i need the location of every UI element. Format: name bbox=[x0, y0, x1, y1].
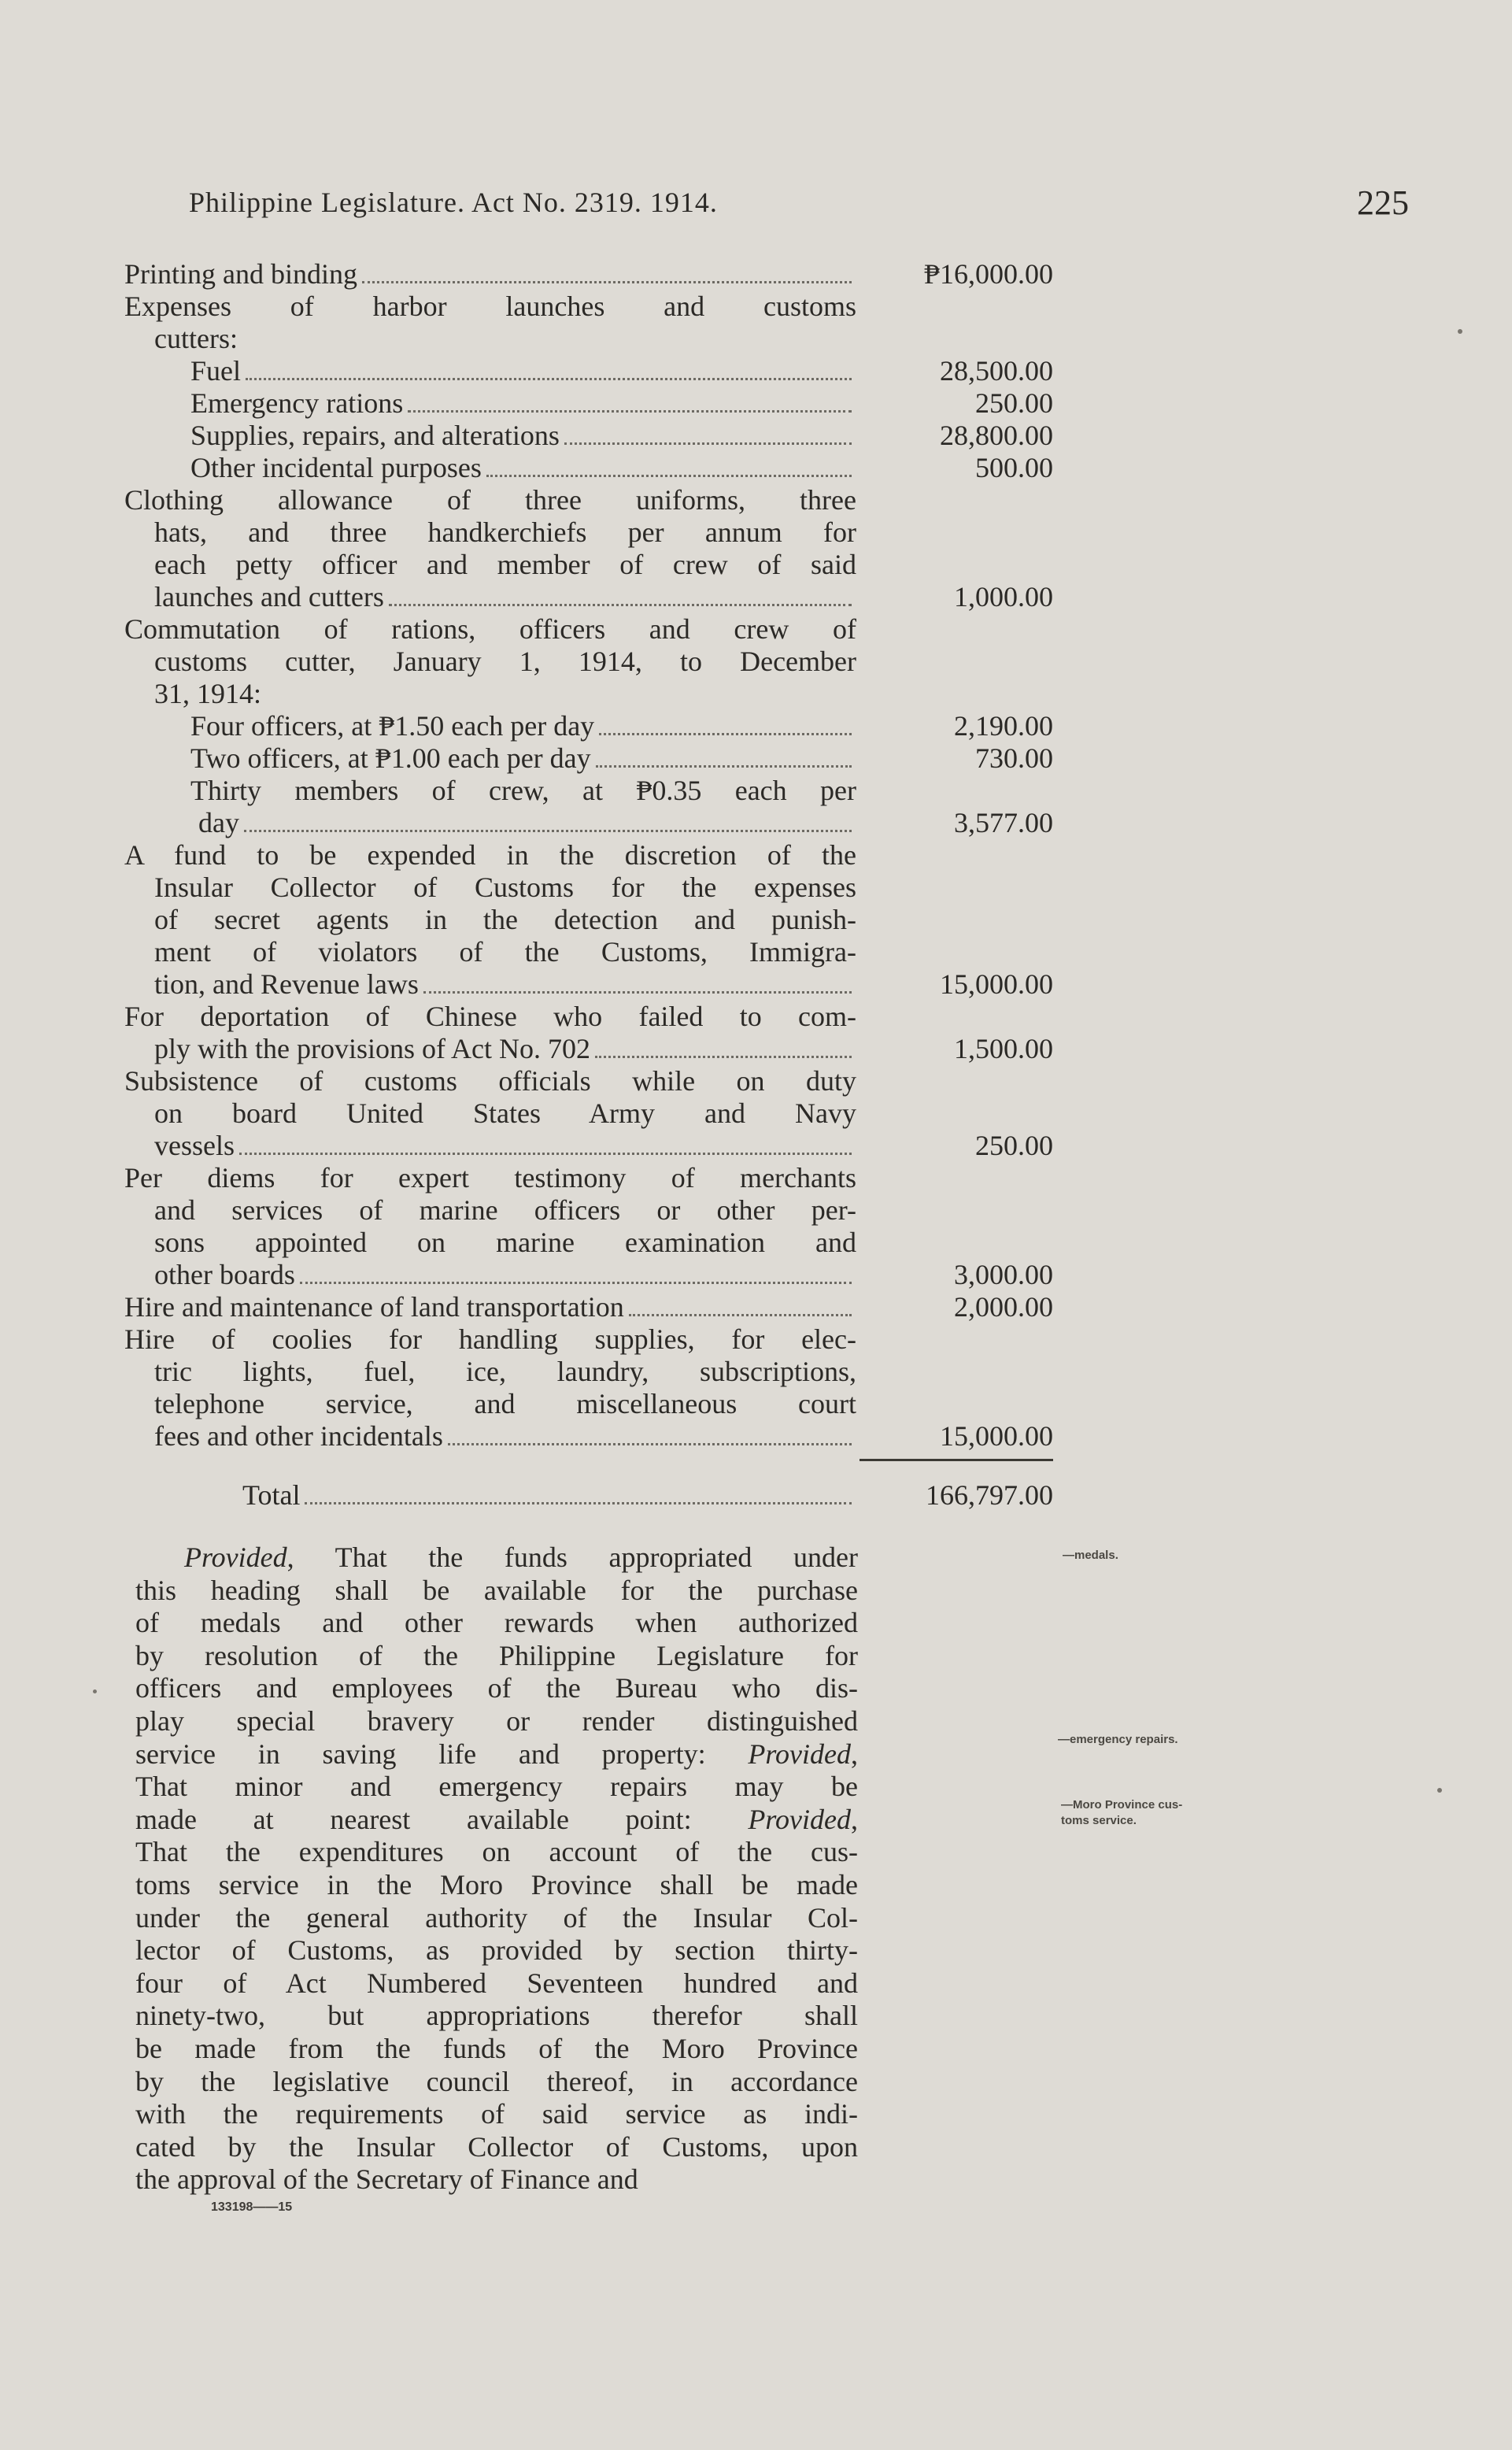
proviso-line: service in saving life and property: Provided, bbox=[135, 1738, 858, 1770]
item-line bbox=[124, 484, 856, 516]
item-line bbox=[124, 581, 856, 613]
proviso-line: by the legislative council thereof, in accordance bbox=[135, 2065, 858, 2097]
item-line bbox=[124, 452, 856, 484]
item-line bbox=[124, 291, 856, 323]
appropriation-item bbox=[124, 775, 1053, 839]
item-line bbox=[124, 1001, 856, 1033]
item-amount: 2,000.00 bbox=[954, 1291, 1053, 1323]
item-text: of secret agents in the detection and punish- bbox=[154, 904, 856, 935]
margin-note-medals: —medals. bbox=[1063, 1549, 1118, 1562]
item-text: tion, and Revenue laws bbox=[154, 968, 419, 1000]
item-text: 31, 1914: bbox=[154, 678, 262, 709]
proviso-line: ninety-two, but appropriations therefor shall bbox=[135, 2000, 858, 2032]
item-amount: 1,500.00 bbox=[954, 1033, 1053, 1064]
item-line bbox=[124, 323, 856, 355]
appropriation-item bbox=[124, 355, 1053, 387]
paper-speck bbox=[1437, 1788, 1442, 1793]
margin-note-moro-line-2: toms service. bbox=[1061, 1814, 1137, 1827]
running-head: Philippine Legislature. Act No. 2319. 1914. bbox=[189, 187, 718, 218]
appropriation-item bbox=[124, 420, 1053, 452]
item-text: cutters: bbox=[154, 323, 238, 354]
item-amount: 15,000.00 bbox=[940, 1420, 1053, 1452]
page-number: 225 bbox=[1357, 183, 1409, 222]
proviso-line: toms service in the Moro Province shall be made bbox=[135, 1868, 858, 1900]
item-line bbox=[124, 1097, 856, 1130]
item-text: Printing and binding bbox=[124, 258, 357, 290]
item-amount: 250.00 bbox=[975, 1130, 1053, 1161]
appropriation-item bbox=[124, 452, 1053, 484]
item-line bbox=[124, 646, 856, 678]
item-amount: 2,190.00 bbox=[954, 710, 1053, 742]
item-text: telephone service, and miscellaneous court bbox=[154, 1388, 856, 1419]
proviso-line: officers and employees of the Bureau who dis- bbox=[135, 1672, 858, 1704]
item-line bbox=[124, 1420, 856, 1453]
item-text: on board United States Army and Navy bbox=[154, 1097, 856, 1129]
dot-leader bbox=[564, 442, 852, 445]
item-text: ment of violators of the Customs, Immigra- bbox=[154, 936, 856, 968]
item-amount: 3,000.00 bbox=[954, 1259, 1053, 1290]
proviso-line: four of Act Numbered Seventeen hundred and bbox=[135, 1967, 858, 1999]
item-line bbox=[124, 387, 856, 420]
item-line bbox=[124, 1259, 856, 1291]
item-text: hats, and three handkerchiefs per annum for bbox=[154, 516, 856, 548]
item-text: Commutation of rations, officers and crew of bbox=[124, 613, 856, 645]
paper-speck bbox=[1458, 329, 1462, 334]
dot-leader bbox=[246, 378, 852, 380]
item-line bbox=[124, 1388, 856, 1420]
appropriation-item bbox=[124, 484, 1053, 613]
item-line bbox=[124, 613, 856, 646]
item-text: vessels bbox=[154, 1130, 235, 1161]
item-amount: 28,500.00 bbox=[940, 355, 1053, 387]
item-text: Clothing allowance of three uniforms, three bbox=[124, 484, 856, 516]
appropriation-item bbox=[124, 1162, 1053, 1291]
appropriation-item bbox=[124, 1001, 1053, 1065]
proviso-line: play special bravery or render distinguished bbox=[135, 1704, 858, 1737]
item-amount: ₱16,000.00 bbox=[923, 258, 1053, 290]
item-line bbox=[124, 1194, 856, 1227]
item-text: each petty officer and member of crew of said bbox=[154, 549, 856, 580]
proviso-line: with the requirements of said service as indi- bbox=[135, 2098, 858, 2130]
item-text: Per diems for expert testimony of merchants bbox=[124, 1162, 856, 1194]
running-header bbox=[189, 183, 1409, 228]
paper-speck bbox=[93, 1689, 97, 1693]
proviso-line: made at nearest available point: Provided, bbox=[135, 1803, 858, 1835]
item-text: ply with the provisions of Act No. 702 bbox=[154, 1033, 590, 1064]
item-amount: 500.00 bbox=[975, 452, 1053, 483]
item-amount: 15,000.00 bbox=[940, 968, 1053, 1000]
dot-leader bbox=[423, 991, 852, 994]
item-text: Other incidental purposes bbox=[190, 452, 482, 483]
item-text: other boards bbox=[154, 1259, 295, 1290]
item-line bbox=[124, 742, 856, 775]
total-rule-wrap bbox=[124, 1453, 1053, 1464]
appropriation-item bbox=[124, 1065, 1053, 1162]
proviso-line: That the expenditures on account of the cus- bbox=[135, 1836, 858, 1868]
item-line bbox=[124, 1291, 856, 1323]
dot-leader bbox=[596, 765, 852, 768]
dot-leader bbox=[300, 1282, 852, 1284]
item-text: Emergency rations bbox=[190, 387, 404, 419]
item-line bbox=[124, 549, 856, 581]
appropriation-item bbox=[124, 258, 1053, 291]
printer-signature-mark: 133198——15 bbox=[211, 2200, 293, 2214]
item-amount: 3,577.00 bbox=[954, 807, 1053, 838]
item-text: tric lights, fuel, ice, laundry, subscriptions, bbox=[154, 1356, 856, 1387]
item-line bbox=[124, 904, 856, 936]
item-text: Insular Collector of Customs for the expenses bbox=[154, 872, 856, 903]
item-line bbox=[124, 420, 856, 452]
dot-leader bbox=[599, 733, 852, 735]
item-text: customs cutter, January 1, 1914, to December bbox=[154, 646, 856, 677]
item-amount: 1,000.00 bbox=[954, 581, 1053, 612]
appropriation-item bbox=[124, 1323, 1053, 1453]
dot-leader bbox=[239, 1153, 852, 1155]
item-text: Supplies, repairs, and alterations bbox=[190, 420, 560, 451]
item-line bbox=[124, 936, 856, 968]
proviso-line: be made from the funds of the Moro Province bbox=[135, 2032, 858, 2064]
appropriation-item bbox=[124, 839, 1053, 1001]
margin-note-emergency-repairs: —emergency repairs. bbox=[1058, 1733, 1178, 1746]
item-line bbox=[124, 1130, 856, 1162]
item-line bbox=[124, 775, 856, 807]
margin-note-moro-province bbox=[1061, 1797, 1182, 1829]
item-line bbox=[124, 678, 856, 710]
appropriation-item bbox=[124, 291, 1053, 355]
item-text: Two officers, at ₱1.00 each per day bbox=[190, 742, 591, 774]
item-text: launches and cutters bbox=[154, 581, 384, 612]
dot-leader bbox=[408, 410, 852, 413]
item-amount: 28,800.00 bbox=[940, 420, 1053, 451]
item-text: and services of marine officers or other per- bbox=[154, 1194, 856, 1226]
item-line bbox=[124, 1323, 856, 1356]
item-line bbox=[124, 1033, 856, 1065]
appropriation-item bbox=[124, 742, 1053, 775]
dot-leader bbox=[389, 604, 852, 606]
item-line bbox=[124, 1065, 856, 1097]
total-row bbox=[124, 1479, 1053, 1512]
item-line bbox=[124, 258, 856, 291]
dot-leader bbox=[244, 830, 852, 832]
dot-leader bbox=[629, 1314, 852, 1316]
item-line bbox=[124, 1356, 856, 1388]
item-text: Hire and maintenance of land transportation bbox=[124, 1291, 624, 1323]
total-amount: 166,797.00 bbox=[926, 1479, 1053, 1511]
item-text: fees and other incidentals bbox=[154, 1420, 443, 1452]
dot-leader bbox=[362, 281, 852, 283]
proviso-line: cated by the Insular Collector of Customs, upon bbox=[135, 2130, 858, 2163]
appropriation-item bbox=[124, 387, 1053, 420]
appropriation-item bbox=[124, 710, 1053, 742]
margin-note-moro-line-1: —Moro Province cus- bbox=[1061, 1798, 1183, 1812]
item-text: Subsistence of customs officials while on duty bbox=[124, 1065, 856, 1097]
proviso-line: by resolution of the Philippine Legislature for bbox=[135, 1639, 858, 1671]
item-line bbox=[124, 710, 856, 742]
item-text: day bbox=[198, 807, 239, 838]
dot-leader bbox=[448, 1443, 852, 1445]
item-line bbox=[124, 807, 856, 839]
item-line bbox=[124, 1227, 856, 1259]
total-line bbox=[124, 1479, 856, 1512]
item-text: Thirty members of crew, at ₱0.35 each per bbox=[190, 775, 856, 806]
item-text: A fund to be expended in the discretion of the bbox=[124, 839, 856, 871]
proviso-line: of medals and other rewards when authorized bbox=[135, 1607, 858, 1639]
dot-leader bbox=[305, 1502, 852, 1504]
total-label: Total bbox=[242, 1479, 301, 1511]
appropriation-item bbox=[124, 1291, 1053, 1323]
item-line bbox=[124, 839, 856, 872]
appropriation-item bbox=[124, 613, 1053, 710]
dot-leader bbox=[595, 1056, 852, 1058]
proviso-line: the approval of the Secretary of Finance and bbox=[135, 2163, 638, 2196]
item-text: Expenses of harbor launches and customs bbox=[124, 291, 856, 322]
item-line bbox=[124, 355, 856, 387]
dot-leader bbox=[486, 475, 852, 477]
item-line bbox=[124, 968, 856, 1001]
proviso-line: under the general authority of the Insular Col- bbox=[135, 1901, 858, 1934]
item-amount: 250.00 bbox=[975, 387, 1053, 419]
item-line bbox=[124, 516, 856, 549]
proviso-line: lector of Customs, as provided by section thirty- bbox=[135, 1934, 858, 1967]
proviso-paragraph bbox=[135, 1541, 858, 2196]
item-text: Hire of coolies for handling supplies, for elec- bbox=[124, 1323, 856, 1355]
proviso-line: this heading shall be available for the purchase bbox=[135, 1574, 858, 1606]
item-line bbox=[124, 1162, 856, 1194]
proviso-line: Provided, That the funds appropriated under bbox=[184, 1541, 858, 1573]
item-text: Four officers, at ₱1.50 each per day bbox=[190, 710, 595, 742]
item-text: For deportation of Chinese who failed to com- bbox=[124, 1001, 856, 1032]
total-rule bbox=[860, 1459, 1053, 1461]
proviso-line: That minor and emergency repairs may be bbox=[135, 1771, 858, 1803]
item-amount: 730.00 bbox=[975, 742, 1053, 774]
appropriation-items bbox=[124, 258, 1053, 1512]
item-text: Fuel bbox=[190, 355, 242, 387]
item-line bbox=[124, 872, 856, 904]
item-text: sons appointed on marine examination and bbox=[154, 1227, 856, 1258]
